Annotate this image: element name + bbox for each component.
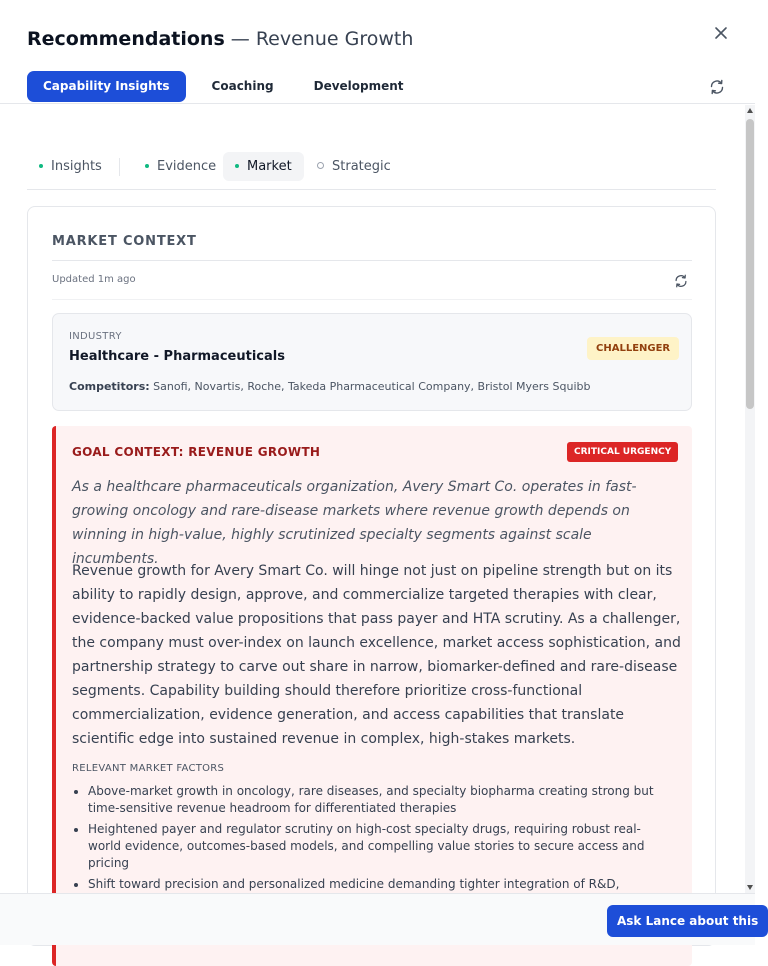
subtab-market[interactable] [223, 152, 304, 181]
scroll-down-arrow[interactable] [747, 885, 753, 890]
subtab-insights-label: Insights [51, 159, 102, 174]
market-context-card [27, 206, 716, 946]
goal-context-panel [52, 426, 692, 966]
goal-summary: As a healthcare pharmaceuticals organization, Avery Smart Co. operates in fast-growing oncology and rare-disease markets where revenue growth depends on winning in high-value, highly scrutinized specialty segments against scale incumbents. [72, 479, 637, 567]
updated-timestamp: Updated 1m ago [52, 274, 136, 285]
tab-coaching[interactable]: Coaching [211, 79, 274, 93]
dialog-title-goal: — Revenue Growth [230, 28, 414, 50]
status-dot [235, 164, 239, 168]
dialog-header [0, 0, 755, 104]
competitors-label: Competitors: [69, 380, 150, 393]
pending-dot [317, 162, 324, 169]
tab-development[interactable]: Development [313, 79, 404, 93]
dialog-title-main: Recommendations [27, 28, 225, 50]
close-icon[interactable] [712, 24, 730, 42]
refresh-icon[interactable] [708, 78, 726, 96]
dialog-title [27, 26, 413, 52]
competitors-value: Sanofi, Novartis, Roche, Takeda Pharmaceutical Company, Bristol Myers Squibb [153, 380, 591, 393]
competitors-line [69, 380, 590, 393]
list-item: Above-market growth in oncology, rare diseases, and specialty biopharma creating strong but time-sensitive revenue headroom for differentiated therapies [72, 783, 672, 817]
position-badge: CHALLENGER [587, 337, 679, 360]
list-item: Shift toward precision and personalized medicine demanding tighter integration of R&D, [72, 876, 672, 910]
content-scroll-area [0, 105, 755, 893]
list-item: Heightened payer and regulator scrutiny on high-cost specialty drugs, requiring robust real-world evidence, outcomes-based models, and compelling value stories to secure access and pricing [72, 821, 672, 872]
status-dot [39, 164, 43, 168]
goal-body: Revenue growth for Avery Smart Co. will hinge not just on pipeline strength but on its ability to rapidly design, approve, and commercialize targeted therapies with clear, evidence-backed value propositions that pass payer and HTA scrutiny. As a challenger, the company must over-index on launch excellence, market access sophistication, and partnership strategy to carve out share in narrow, biomarker-defined and rare-disease segments. Capability building should therefore prioritize cross-functional commercialization, evidence generation, and access capabilities that translate scientific edge into sustained revenue in complex, high-stakes markets. [72, 563, 681, 747]
card-title: MARKET CONTEXT [52, 234, 197, 249]
subtab-market-label: Market [247, 159, 292, 174]
subtab-strategic[interactable] [317, 152, 391, 181]
subtab-evidence[interactable] [145, 152, 216, 181]
urgency-badge: CRITICAL URGENCY [567, 442, 678, 462]
dialog-footer [0, 893, 759, 945]
goal-title: GOAL CONTEXT: REVENUE GROWTH [72, 445, 321, 459]
section-subtabs [27, 152, 716, 190]
industry-panel [52, 313, 692, 411]
tab-capability-insights[interactable]: Capability Insights [27, 71, 186, 102]
divider [52, 260, 692, 261]
industry-value: Healthcare - Pharmaceuticals [69, 349, 285, 364]
scroll-up-arrow[interactable] [747, 108, 753, 113]
ask-lance-button[interactable]: Ask Lance about this [607, 905, 768, 937]
scrollbar-thumb[interactable] [746, 119, 754, 409]
divider [52, 299, 692, 300]
status-dot [145, 164, 149, 168]
main-tabs [27, 71, 420, 102]
subtab-strategic-label: Strategic [332, 159, 391, 174]
subtab-insights[interactable] [39, 152, 102, 181]
refresh-icon[interactable] [673, 273, 689, 289]
factors-label: RELEVANT MARKET FACTORS [72, 763, 225, 774]
subtab-divider [119, 158, 120, 176]
industry-label: INDUSTRY [69, 331, 122, 342]
subtab-evidence-label: Evidence [157, 159, 217, 174]
scrollbar[interactable] [745, 105, 755, 893]
